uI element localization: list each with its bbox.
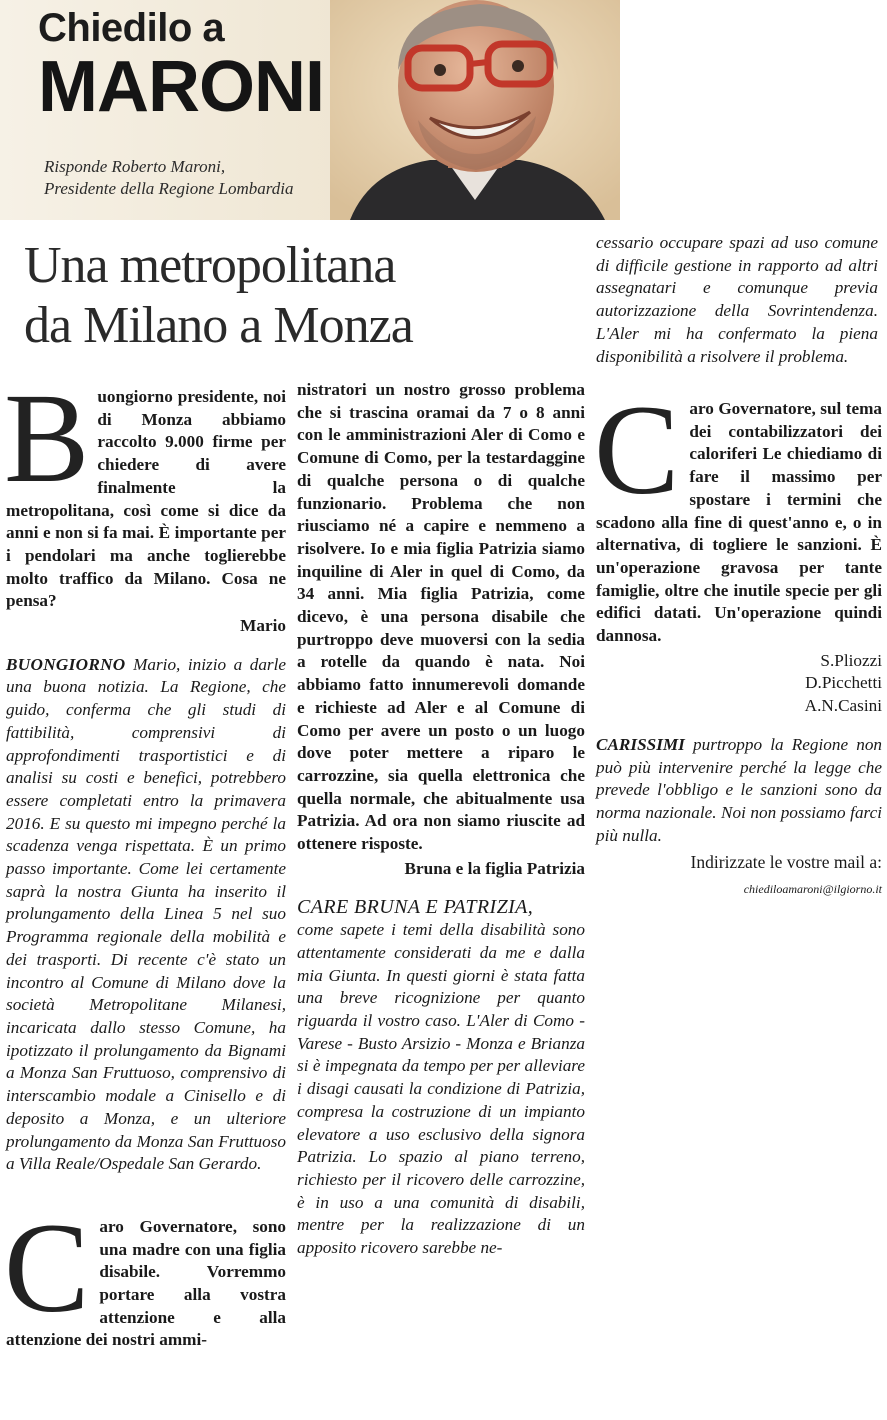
reply2-text-col2: come sapete i temi della disabilità sono attentamente considerati da me e dalla mia Giunta. In questi giorni è stata fatta una breve ricognizione per quanto riguarda il vostro caso. L'Aler di Como - Varese - Busto Arsizio - Monza e Brianza si è impegnata da tempo per per alleviare i disagi causati la condizione di Patrizia, compresa la costruzione di un impianto elevatore a uso esclusivo della signora Patrizia. Lo spazio al piano terreno, richiesto per il ricovero delle carrozzine, è in uso a una comunità di disabili, mentre per la realizzazione di un apposito ricovero sarebbe ne- — [297, 920, 585, 1258]
answers-by-caption — [44, 156, 293, 200]
letter3-text: aro Governatore, sul tema dei contabilizzatori dei caloriferi Le chiediamo di fare il massimo per spostare i termini che scadono alla fine di quest'anno e, o in alternativa, di togliere le sanzioni. È un'operazione gravosa per tante famiglie, oltre che inutile specie per gli edifici datati. Un'operazione quindi dannosa. — [596, 399, 882, 646]
reply2-text-col3: cessario occupare spazi ad uso comune di difficile gestione in rapporto ad altri assegnatari e comunque previa autorizzazione della Sovrintendenza. L'Aler mi ha confermato la piena disponibilità a risolvere il problema. — [596, 233, 878, 366]
headline — [24, 236, 413, 356]
mail-address[interactable]: chiediloamaroni@ilgiorno.it — [743, 882, 882, 897]
drop-cap-b: B — [4, 367, 90, 509]
portrait-photo — [330, 0, 620, 220]
mail-note: Indirizzate le vostre mail a: — [690, 852, 882, 873]
reply1-text: Mario, inizio a darle una buona notizia. La Regione, che guido, conferma che gli studi di fattibilità, comprensivi di approfondimenti trasportistici e di analisi su costi e benefici, potrebbero essere completati entro la primavera 2016. E su questo mi impegno perché la scadenza venga rispettata. È un primo passo importante. Come lei certamente saprà la nostra Giunta ha inserito il prolungamento della Linea 5 nel suo Programma regionale della mobilità e dei trasporti. Di recente c'è stato un incontro al Comune di Milano dove la società Metropolitane Milanesi, incaricata dallo stesso Comune, ha ipotizzato il prolungamento da Bignami a Monza San Fruttuoso, comprensivo di interscambio modale a Cinisello e di deposito a Monza, e un ulteriore prolungamento da Monza San Fruttuoso a Villa Reale/Ospedale San Gerardo. — [6, 654, 287, 1174]
column-2 — [297, 379, 585, 1260]
reply3-text: purtroppo la Regione non può più intervenire perché la legge che prevede l'obbligo e le sanzioni sono da norma nazionale. Noi non possiamo farci più nulla. — [596, 734, 883, 845]
reply2-lead: CARE BRUNA E PATRIZIA, — [297, 896, 534, 919]
letter-2 — [4, 1196, 286, 1352]
rubric-title-line2: MARONI — [38, 47, 324, 127]
reply2-continued — [596, 232, 878, 368]
drop-cap-c: C — [594, 379, 680, 521]
rubric-title-line1: Chiedilo a — [38, 6, 225, 50]
drop-cap-c: C — [4, 1196, 90, 1339]
reply1-lead: BUONGIORNO — [6, 654, 126, 674]
reply-3 — [596, 734, 882, 848]
letter-1 — [4, 367, 286, 638]
letter3-signature: A.N.Casini — [804, 696, 882, 716]
reply-1 — [6, 654, 286, 1176]
letter3-signature: D.Picchetti — [805, 673, 882, 693]
header-banner — [0, 0, 620, 220]
reply3-lead: CARISSIMI — [596, 734, 685, 754]
letter2-signature: Bruna e la figlia Patrizia — [404, 858, 585, 878]
letter1-signature: Mario — [240, 616, 286, 636]
answers-by-line2: Presidente della Regione Lombardia — [44, 179, 294, 198]
column-3 — [594, 379, 883, 901]
column-1 — [4, 367, 287, 1352]
headline-line2: da Milano a Monza — [24, 297, 413, 354]
headline-line1: Una metropolitana — [24, 237, 396, 294]
letter1-text: uongiorno presidente, noi di Monza abbiamo raccolto 9.000 firme per chiedere di avere finalmente la metropolitana, così come si dice da anni e non si fa mai. È importante per i pendolari ma anche toglierebbe molto traffico da Milano. Cosa ne pensa? — [6, 387, 286, 611]
letter2-text-col1: aro Governatore, sono una madre con una figlia disabile. Vorremmo portare alla vostra attenzione e alla attenzione dei nostri ammi- — [6, 1216, 286, 1350]
letter3-signature: S.Pliozzi — [820, 650, 882, 670]
letter-2-continued — [297, 379, 585, 880]
reply-2 — [297, 896, 585, 1259]
letter2-text-col2: nistratori un nostro grosso problema che si trascina oramai da 7 o 8 anni con le amministrazioni Aler di Como e Comune di Como, per la testardaggine di qualche persona o di qualche funzionario. Problema che non riusciamo né a capire e nemmeno a risolvere. Io e mia figlia Patrizia siamo inquiline di Aler in quel di Como, da 34 anni. Mia figlia Patrizia, come dicevo, è una persona disabile che purtroppo deve muoversi con la sedia a rotelle da quando è nata. Noi abbiamo fatto innumerevoli domande e richieste ad Aler e al Comune di Como per avere un posto o un luogo dove poter mettere a riparo le carrozzine, sia quella elettronica che quella normale, che abitualmente usa Patrizia. Ad ora non siamo riuscite ad ottenere risposte. — [297, 380, 585, 854]
answers-by-line1: Risponde Roberto Maroni, — [44, 157, 226, 176]
letter-3 — [594, 379, 882, 718]
